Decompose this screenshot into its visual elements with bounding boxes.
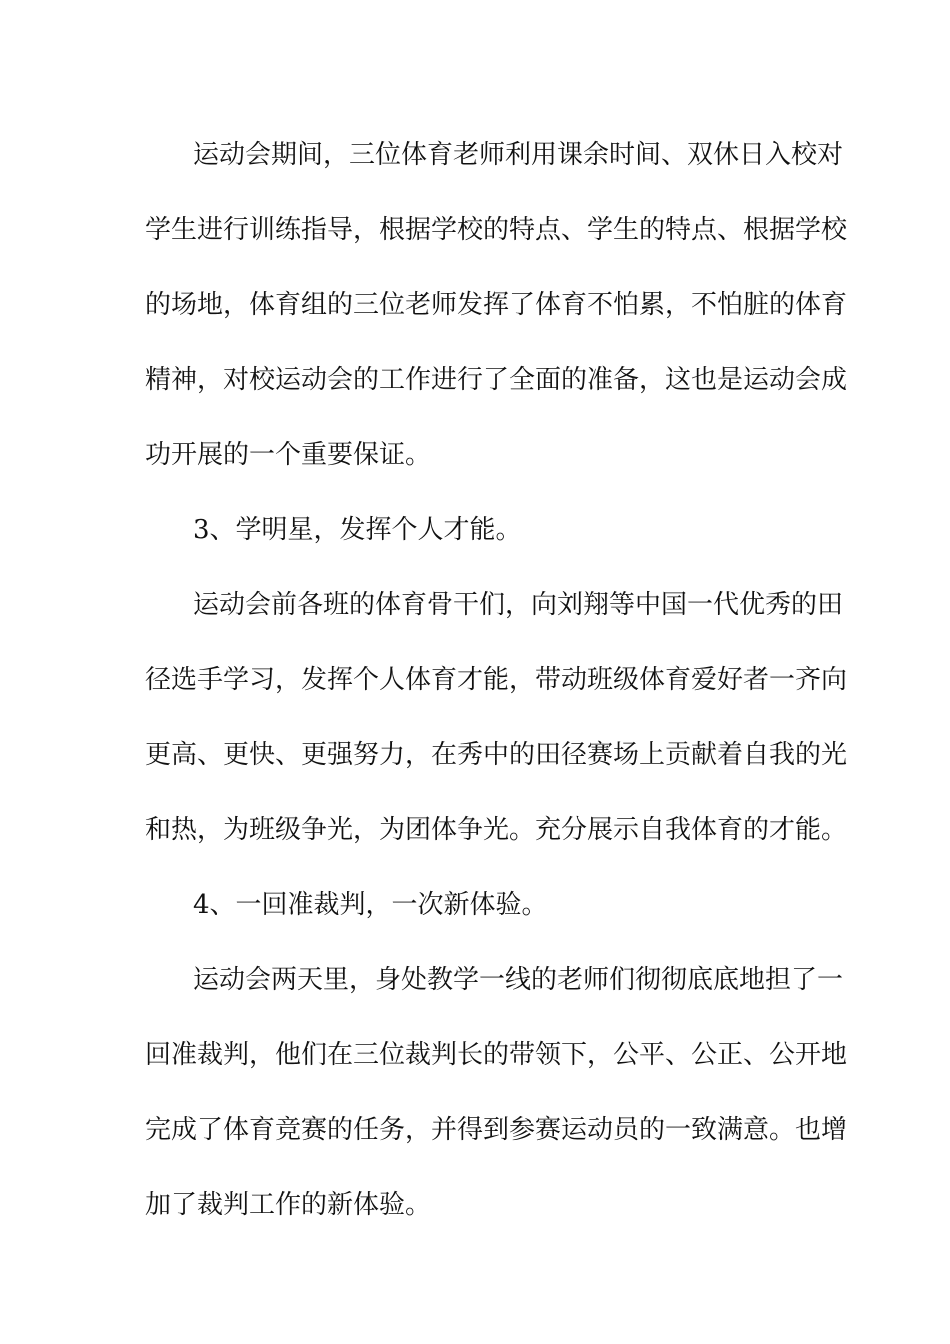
paragraph-line: 回准裁判，他们在三位裁判长的带领下，公平、公正、公开地 (145, 1040, 848, 1070)
paragraph-student-stars (145, 583, 848, 883)
paragraph-line: 的场地，体育组的三位老师发挥了体育不怕累，不怕脏的体育 (145, 290, 848, 320)
section-heading-3 (145, 508, 807, 583)
heading-line: 3、学明星，发挥个人才能。 (193, 515, 522, 545)
paragraph-line: 完成了体育竞赛的任务，并得到参赛运动员的一致满意。也增 (145, 1115, 848, 1145)
paragraph-line: 径选手学习，发挥个人体育才能，带动班级体育爱好者一齐向 (145, 665, 848, 695)
section-heading-4 (145, 883, 807, 958)
paragraph-referee-experience (145, 958, 848, 1258)
paragraph-line: 运动会两天里，身处教学一线的老师们彻彻底底地担了一 (193, 965, 844, 995)
paragraph-line: 和热，为班级争光，为团体争光。充分展示自我体育的才能。 (145, 815, 848, 845)
paragraph-line: 运动会期间，三位体育老师利用课余时间、双休日入校对 (193, 140, 844, 170)
paragraph-line: 功开展的一个重要保证。 (145, 440, 432, 470)
paragraph-line: 运动会前各班的体育骨干们，向刘翔等中国一代优秀的田 (193, 590, 844, 620)
paragraph-teacher-training (145, 133, 848, 508)
document-body (145, 133, 848, 1258)
paragraph-line: 精神，对校运动会的工作进行了全面的准备，这也是运动会成 (145, 365, 848, 395)
heading-line: 4、一回准裁判，一次新体验。 (193, 890, 548, 920)
paragraph-line: 加了裁判工作的新体验。 (145, 1190, 432, 1220)
paragraph-line: 学生进行训练指导，根据学校的特点、学生的特点、根据学校 (145, 215, 848, 245)
paragraph-line: 更高、更快、更强努力，在秀中的田径赛场上贡献着自我的光 (145, 740, 848, 770)
